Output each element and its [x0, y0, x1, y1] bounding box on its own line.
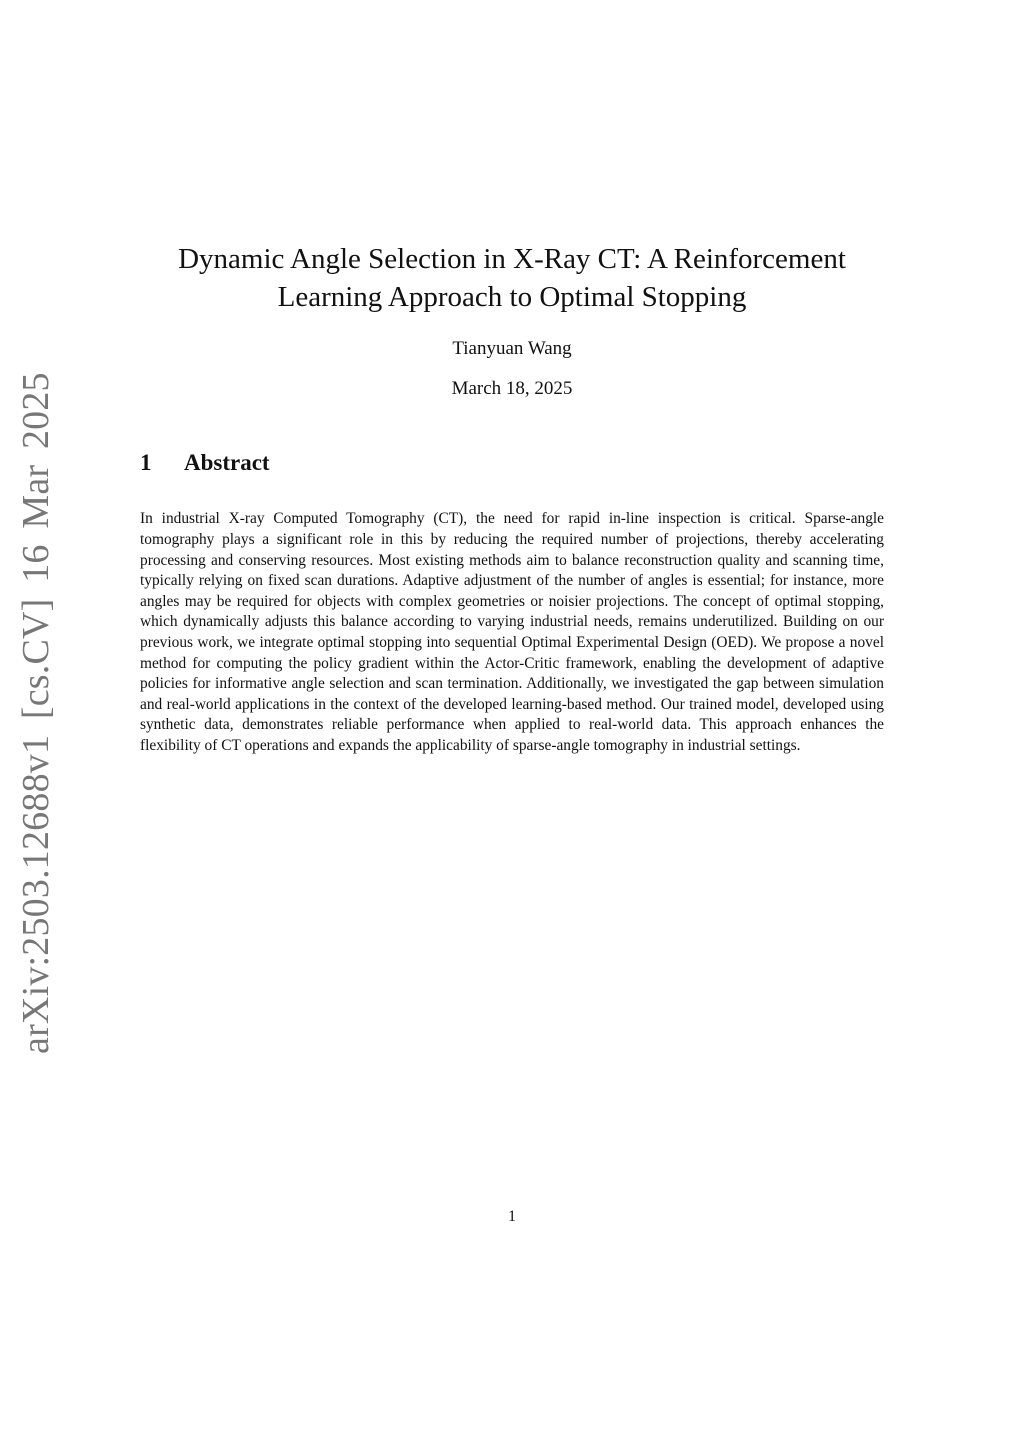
arxiv-identifier: arXiv:2503.12688v1 [cs.CV] 16 Mar 2025	[15, 372, 57, 1054]
section-title: Abstract	[184, 450, 270, 475]
author-name: Tianyuan Wang	[452, 338, 572, 359]
section-heading	[140, 450, 270, 476]
page-number: 1	[508, 1208, 516, 1225]
section-number: 1	[140, 450, 152, 475]
publication-date: March 18, 2025	[451, 378, 573, 399]
paper-title: Dynamic Angle Selection in X-Ray CT: A Reinforcement Learning Approach to Optimal Stopping	[178, 243, 846, 313]
abstract-text: In industrial X-ray Computed Tomography (CT), the need for rapid in-line inspection is critical. Sparse-angle tomography plays a significant role in this by reducing the required number of projections, thereby accelerating processing and conserving resources. Most existing methods aim to balance reconstruction quality and scanning time, typically relying on fixed scan durations. Adaptive adjustment of the number of angles is essential; for instance, more angles may be required for objects with complex geometries or noisier projections. The concept of optimal stopping, which dynamically adjusts this balance according to varying industrial needs, remains underutilized. Building on our previous work, we integrate optimal stopping into sequential Optimal Experimental Design (OED). We propose a novel method for computing the policy gradient within the Actor-Critic framework, enabling the development of adaptive policies for informative angle selection and scan termination. Additionally, we investigated the gap between simulation and real-world applications in the context of the developed learning-based method. Our trained model, developed using synthetic data, demonstrates reliable performance when applied to real-world data. This approach enhances the flexibility of CT operations and expands the applicability of sparse-angle tomography in industrial settings.	[140, 510, 884, 754]
